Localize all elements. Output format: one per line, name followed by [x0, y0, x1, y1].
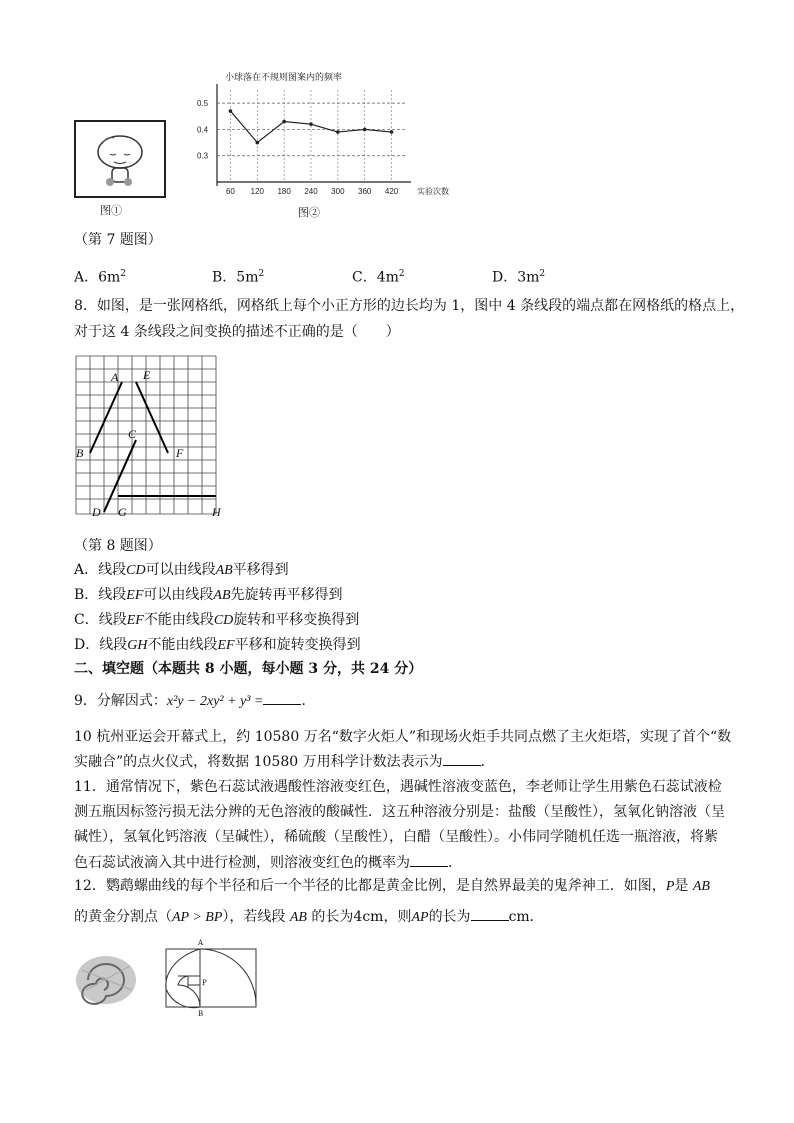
segment-ef [136, 382, 168, 453]
x-tick-label: 180 [277, 187, 291, 196]
nautilus-shell-image [72, 950, 142, 1008]
x-axis-label: 实验次数 [417, 187, 449, 196]
q8-point-a: A [111, 370, 119, 384]
q8-point-e: E [143, 368, 151, 382]
q12-line2: 的黄金分割点（AP > BP），若线段 AB 的长为4cm，则AP的长为 cm． [74, 906, 544, 928]
q8-text-line1: 8．如图，是一张网格纸，网格纸上每个小正方形的边长均为 1，图中 4 条线段的端点都在网格纸的格点上， [74, 298, 745, 314]
segment-ab [90, 382, 122, 453]
q11-answer-blank[interactable] [410, 852, 448, 867]
q8-option-c: C．线段EF不能由线段CD旋转和平移变换得到 [74, 612, 360, 628]
q9: 9．分解因式：x²y − 2xy² + y³ = ． [74, 690, 315, 712]
section2-title: 二、填空题（本题共 8 小题，每小题 3 分，共 24 分） [74, 661, 423, 677]
x-tick-label: 360 [358, 187, 372, 196]
q8-option-d: D．线段GH不能由线段EF平移和旋转变换得到 [74, 637, 361, 653]
spiral-label-p: P [202, 979, 207, 987]
data-point [229, 109, 233, 113]
x-tick-label: 300 [331, 187, 345, 196]
q7-option-d: D．$3m^2$ [492, 269, 546, 286]
q11-line2: 测五瓶因标签污损无法分辨的无色溶液的酸碱性．这五种溶液分别是：盐酸（呈酸性），氢氧化钠溶液（呈 [74, 804, 725, 820]
q8-point-c: C [128, 427, 137, 441]
golden-spiral-figure [165, 945, 257, 1013]
q12-line1: 12．鹦鹉螺曲线的每个半径和后一个半径的比都是黄金比例，是自然界最美的鬼斧神工．如图，P是 AB [74, 878, 710, 894]
q10-line1: 10 杭州亚运会开幕式上，约 10580 万名“数字火炬人”和现场火炬手共同点燃了主火炬塔，实现了首个“数 [74, 729, 732, 745]
q9-answer-blank[interactable] [263, 690, 301, 705]
q7-chart [195, 70, 449, 220]
y-tick-label: 0.4 [197, 125, 209, 135]
q8-text-line2: 对于这 4 条线段之间变换的描述不正确的是（ ） [74, 324, 400, 340]
data-point [390, 130, 394, 134]
q10-answer-blank[interactable] [443, 751, 481, 766]
q7-fig2-label: 图② [298, 206, 320, 219]
y-tick-label: 0.5 [197, 99, 209, 109]
data-point [282, 120, 286, 124]
mushroom-icon [76, 122, 164, 196]
x-tick-label: 240 [304, 187, 318, 196]
x-tick-label: 120 [250, 187, 264, 196]
q7-fig1-label: 图① [100, 204, 122, 217]
q8-option-a: A．线段CD可以由线段AB平移得到 [74, 562, 289, 578]
q8-point-h: H [212, 505, 221, 519]
frequency-line-chart [195, 70, 449, 220]
q8-point-g: G [118, 505, 127, 519]
q11-line3: 碱性），氢氧化钙溶液（呈碱性），稀硫酸（呈酸性），白醋（呈酸性）。小伟同学随机任选一瓶溶液，将紫 [74, 829, 718, 845]
q12-answer-blank[interactable] [471, 906, 509, 921]
segment-cd [104, 440, 136, 512]
y-tick-label: 0.3 [197, 151, 209, 161]
q8-caption: （第 8 题图） [74, 538, 162, 554]
q7-option-c: C．$4m^2$ [352, 269, 405, 286]
spiral-label-b: B [198, 1010, 204, 1018]
data-point [255, 141, 259, 145]
data-point [309, 122, 313, 126]
x-tick-label: 420 [384, 187, 399, 196]
q7-option-b: B．$5m^2$ [212, 269, 265, 286]
q10-line2: 实融合”的点火仪式，将数据 10580 万用科学计数法表示为 ． [74, 751, 495, 772]
q8-point-b: B [76, 446, 84, 460]
q8-point-d: D [92, 505, 101, 519]
q7-caption: （第 7 题图） [74, 232, 162, 248]
q11-line4: 色石蕊试液滴入其中进行检测，则溶液变红色的概率为 ． [74, 852, 462, 873]
x-tick-label: 60 [225, 187, 235, 196]
q8-point-f: F [176, 446, 184, 460]
spiral-label-a: A [198, 939, 204, 947]
chart-title: 小球落在不规则图案内的频率 [225, 72, 343, 82]
q7-figure-1 [74, 120, 166, 198]
data-point [363, 128, 367, 132]
golden-spiral-diagram [165, 945, 257, 1013]
q7-option-a: A．$6m^2$ [74, 269, 127, 286]
q8-option-b: B．线段EF可以由线段AB先旋转再平移得到 [74, 587, 343, 603]
nautilus-shell-icon [72, 950, 142, 1008]
data-point [336, 130, 340, 134]
q11-line1: 11．通常情况下，紫色石蕊试液遇酸性溶液变红色，遇碱性溶液变蓝色，李老师让学生用紫色石蕊试液检 [74, 779, 722, 795]
